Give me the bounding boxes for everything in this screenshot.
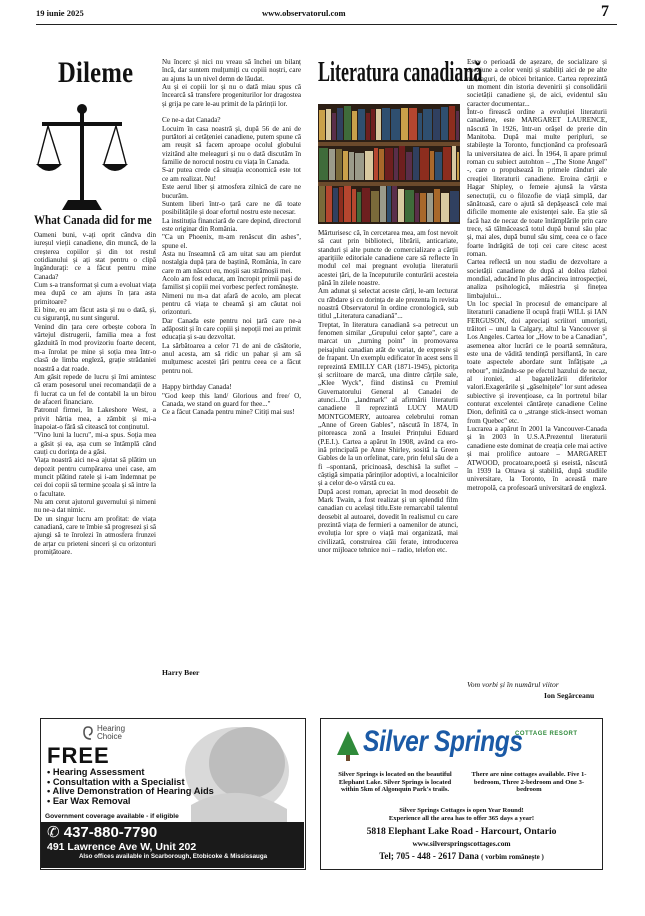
brand-line-1: Hearing — [97, 724, 126, 733]
book-spine — [371, 109, 375, 140]
book-spine — [433, 109, 440, 140]
paragraph: Patronul firmei, în Lakeshore West, a privit hârtia mea, a zâmbit și mi-a înapoiat-o fără să citească tot conținutul. — [34, 406, 156, 431]
book-spine — [415, 193, 419, 222]
book-spine — [430, 151, 434, 180]
paragraph: Au și ei copiii lor și nu o dată miau spus că încearcă să transfere progeniturilor lor dragostea și grija pe care le-au primit de la părinții lor. — [162, 83, 301, 108]
book-spine — [409, 108, 417, 140]
paragraph: Mărturisesc că, în cercetarea mea, am fost nevoit să caut prin biblioteci, librării, anticariate, standuri și alte puncte de comercializare a cărții aparițiile editoriale canadiene care să reflecte în modul cel mai pregnant evoluția literaturii acestei țări, de la începuturile conturării acesteia până în zilele noastre. — [318, 229, 458, 288]
literatura-author: Ion Segărceanu — [544, 691, 595, 700]
paragraph: Un loc special în procesul de emancipare al literaturii canadiene îl ocupă frații WILL și IAN FERGUSON, doi apreciați scriitori umoriști, trăitori – unul la Calgary, altul la Vancouver și Los Angeles. Cartea lor „How to be a Canadian", asemenea altor lucrări ce le poartă semnătura, este una de vădită tendință persiflantă, în care toate aspectele abordate sunt înfățișate „a rebour", mizându-se pe efectul hazului de necaz, al ironiei, al bagatelizării diferitelor valori.Exagerările și „găselnițele" lor sunt adesea subiective și irevențioase, ca în portretul bilar conturat excelentei cântărețe canadiene Celine Dion, definită ca o „strange stick-insect woman from Quebec" etc. — [467, 299, 607, 425]
paragraph: Oameni buni, v-ați oprit cândva din iureșul vieții canadiene, din muncă, de la creșterea copiilor și din tot restul cotidianului și ați stat pentru o clipă îngânduraţi: ce a făcut pentru mine Canada? — [34, 231, 156, 281]
paragraph: La instituția financiară de care depind, directorul este originar din România. — [162, 216, 301, 233]
book-spine — [398, 189, 404, 222]
paragraph: Locuim în casa noastră și, după 56 de ani de purtători ai cetățeniei canadiene, putem spune că am reușit să facem aproape ocolul globului vizitând alte meleaguri și nu o dată discutăm în familie de norocul nostru cu viața în Canada. — [162, 124, 301, 167]
book-spine — [423, 109, 432, 140]
book-spine — [344, 106, 351, 140]
book-spine — [385, 148, 393, 180]
hearing-choice-ad[interactable] — [40, 718, 306, 870]
silver-springs-ad[interactable] — [320, 718, 603, 870]
paragraph: De un singur lucru am profitat: de viața canadiană, care te îmbie să progresezi și să ajungi să te înrolezi în atmosfera frunzei de arțar cu prieteni sinceri și cu orizonturi promițătoare. — [34, 514, 156, 557]
book-spine — [352, 189, 356, 222]
paragraph: Am adunat și selectat aceste cărți, le-am lecturat cu răbdare și cu dorința de ale prezenta în revista noastră Observatorul în ordine cronologică, sub titlul „Literatura canadiană"... — [318, 287, 458, 321]
book-spine — [365, 151, 373, 180]
paragraph: Ei bine, eu am făcut asta și nu o dată, și, cu siguranță, nu sunt singurul. — [34, 306, 156, 323]
hearing-choice-logo — [97, 725, 125, 741]
book-spine — [441, 193, 449, 222]
book-spine — [420, 148, 429, 180]
cottage-info: There are nine cottages available. Five 1-bedroom, Three 2-bedroom and One 3-bedroom — [471, 771, 587, 794]
service-item: • Ear Wax Removal — [47, 795, 131, 806]
page-number: 7 — [601, 3, 609, 20]
book-spine — [435, 152, 442, 180]
book-spine — [358, 109, 365, 140]
book-spine — [418, 113, 422, 140]
coverage-note: Government coverage available - if eligible — [45, 813, 179, 820]
paragraph: Cum s-a transformat și cum a evoluat viața mea după ce am ajuns în țara asta primitoare? — [34, 281, 156, 306]
paragraph: Este aerul liber și atmosfera zilnică de care ne bucurăm. — [162, 183, 301, 200]
resort-website[interactable]: www.silverspringscottages.com — [412, 839, 511, 848]
resort-phone-number: Tel; 705 - 448 - 2617 — [379, 851, 457, 861]
book-spine — [382, 108, 390, 140]
service-list — [47, 768, 237, 806]
paragraph: Nimeni nu m-a dat afară de acolo, am plecat pentru că viața te cheamă și am căutat noi orizonturi. — [162, 291, 301, 317]
book-spine — [405, 190, 414, 222]
dileme-column-2 — [162, 58, 301, 662]
ear-icon — [81, 725, 95, 741]
paragraph: Într-o firească ordine a evoluției literaturii canadiene, este MARGARET LAURENCE, născută în 1926, într-un orășel de prerie din Manitoba. După mai multe peripluri, se stabilește la Toronto, funcționând ca profesoară la universitatea de aici. În 1964, îi apare primul roman cu subiect autohton – „The Stone Angel" -, care o propulsează în primele rânduri ale creației literaturii canadiene. Eroina cărții e Hagar Shipley, o femeie ajunsă la vârsta senectuții, cu o filozofie de viață simplă, dar sănătoasă, care o ajută să depășească cele mai dificile momente ale existenței sale. Ea știe să facă haz de necaz de toate întâmplările prin care trece, să tălmăcească totul după bunul său plac și, mai ales, după bunul său simț, ceea ce o face foarte îndrăgită de toți cei care citesc acest roman. — [467, 108, 607, 258]
book-spine — [319, 110, 325, 140]
book-spine — [394, 148, 398, 180]
paragraph: Suntem liberi într-o țară care ne dă toate posibilitățile și doar efortul nostru este necesar. — [162, 199, 301, 217]
book-spine — [344, 186, 351, 222]
book-spine — [391, 109, 400, 140]
dileme-column-1 — [34, 231, 156, 709]
book-spine — [357, 192, 361, 222]
open-line-1: Silver Springs Cottages is open Year Round! — [399, 807, 524, 814]
book-spine — [380, 186, 386, 222]
book-spine — [329, 149, 335, 180]
issue-date: 19 iunie 2025 — [36, 8, 84, 18]
paragraph: Am găsit repede de lucru și îmi amintesc că eram posesorul unei recomandații de a fi lucrat ca un fel de contabil la un birou de afaceri financiare. — [34, 372, 156, 406]
paragraph: Venind din țara cere orbește cobora în vârtejul distrugerii, familia mea a fost găzduită în mod provizoriu foarte decent, m-a înrolat pe mine și soția mea într-o clasă de limba engleză, grație strădaniei noastră a dat roade. — [34, 322, 156, 373]
resort-address: 5818 Elephant Lake Road - Harcourt, Ontario — [366, 826, 557, 837]
book-spine — [374, 148, 378, 180]
book-spine — [427, 193, 433, 222]
clinic-address: 491 Lawrence Ave W, Unit 202 — [47, 841, 197, 853]
book-spine — [449, 106, 455, 140]
silver-springs-logo — [335, 723, 587, 765]
book-spine — [441, 107, 448, 140]
service-item: • Consultation with a Specialist — [47, 776, 185, 787]
phone-icon: ✆ — [47, 824, 64, 841]
literatura-column-1 — [318, 229, 458, 705]
paragraph: La sărbătoarea a celor 71 de ani de căsătorie, anul acesta, am să ridic un pahar și am să mulțumesc acestei țări pentru ceea ce a făcut pentru noi. — [162, 341, 301, 375]
book-spine — [452, 146, 456, 180]
header-rule — [36, 24, 617, 25]
book-spine — [336, 149, 342, 180]
dileme-subtitle: What Canada did for me — [34, 212, 152, 227]
other-offices: Also offices available in Scarborough, Etobicoke & Mississauga — [78, 853, 268, 860]
book-spine — [366, 113, 370, 140]
paragraph — [162, 375, 301, 383]
paragraph: Nu am cerut ajutorul guvernului și nimeni nu ne-a dat nimic. — [34, 498, 156, 515]
book-spine — [362, 188, 370, 222]
paragraph: Cartea reflectă un nou stadiu de dezvoltare a societății canadiene de după al doilea război mondial, aducând în plus adâncirea introspecției, analiza psihologică, măiestria și finețea limbajului... — [467, 258, 607, 300]
paragraph: "Ca un Phoenix, m-am renăscut din ashes", spune el. — [162, 233, 301, 250]
resort-language-note: ( vorbim românește ) — [481, 853, 544, 861]
book-spine — [434, 189, 440, 222]
location-info: Silver Springs is located on the beautiful Elephant Lake. Silver Springs is located within 5km of Algonquin Park's trails. — [338, 771, 452, 794]
site-url[interactable]: www.observatorul.com — [262, 8, 346, 18]
dileme-title: Dileme — [58, 56, 134, 89]
paragraph: "God keep this land/ Glorious and free/ O, Canada, we stand on guard for thee..." — [162, 391, 301, 409]
continued-note: Vom vorbi și în numărul viitor — [467, 680, 559, 689]
book-spine — [399, 146, 405, 180]
book-spine — [392, 186, 397, 222]
paragraph: Lucrarea a apărut în 2001 la Vancouver-Canada și în 2003 în U.S.A.Prezentul literaturii canadiene este dominat de creația cele mai active și mai prolifice autoare – MARGARET ATWOOD, procatoare,poetă și eseistă, născută în 1939 la Ottawa și stabilită, după studiile universitare, la Toronto, în această mare metropolă, ca profesoară universitară de engleză. — [467, 425, 607, 492]
paragraph: Dar Canada este pentru noi țară care ne-a adăpostit și în care copiii și nepoții mei au primit educația și s-au dezvoltat. — [162, 316, 301, 342]
book-spine — [352, 111, 357, 140]
service-item: • Alive Demonstration of Hearing Aids — [47, 786, 214, 797]
book-spine — [450, 191, 459, 222]
book-spine — [457, 152, 459, 180]
book-spine — [319, 186, 325, 222]
book-spine — [326, 186, 332, 222]
book-spine — [349, 152, 354, 180]
brand-line-2: Choice — [97, 732, 122, 741]
paragraph: "Vino luni la lucru", mi-a spus. Soția mea a găsit și ea, așa cum se întâmplă când cauți cu dorința de a găsi. — [34, 431, 156, 456]
open-year-round — [321, 807, 602, 823]
open-line-2: Experience all the area has to offer 365 days a year! — [388, 815, 535, 822]
page-header — [36, 4, 617, 26]
paragraph: S-ar putea crede că situația economică este tot ce am realizat. Nu! — [162, 166, 301, 183]
dileme-author: Harry Beer — [162, 668, 200, 677]
paragraph — [162, 108, 301, 116]
free-heading: FREE — [47, 743, 110, 768]
book-spine — [332, 113, 336, 140]
book-spine — [401, 108, 408, 140]
book-spine — [379, 149, 384, 180]
literatura-column-2 — [467, 58, 607, 678]
book-spine — [333, 188, 338, 222]
book-spine — [413, 147, 419, 180]
book-spine — [319, 148, 328, 180]
book-spine — [443, 147, 451, 180]
book-spine — [420, 193, 426, 222]
phone-text: 437-880-7790 — [63, 824, 158, 841]
paragraph: După acest roman, apreciat în mod deosebit de Mark Twain, a fost realizat și un splendid film canadian cu același titlu.Este remarcabil talentul deosebit al autoarei, dovedit în realismul cu care prezintă viața de fermieri a oamenilor de atunci, evoluția lor spre o viață mai organizată, mai civilizată, construirea căii ferate, introducerea unor mijloace tehnice noi – radio, telefon etc. — [318, 487, 458, 555]
pine-tree-icon — [335, 731, 361, 761]
logo-main-text: Silver Springs — [363, 725, 523, 758]
book-spine — [376, 109, 381, 140]
literatura-title: Literatura canadiană — [318, 56, 483, 88]
book-spine — [339, 187, 343, 222]
book-spine — [387, 186, 391, 222]
paragraph: Nu încerc și nici nu vreau să închei un bilanț încă, dar suntem mulțumiți cu copiii noștri, care au ajuns la un nivel demn de lăudat. — [162, 58, 301, 83]
scales-of-justice-icon — [34, 102, 130, 214]
book-spine — [371, 191, 379, 222]
book-spine — [343, 151, 348, 180]
logo-sub-text: COTTAGE RESORT — [515, 731, 578, 737]
paragraph: Ce ne-a dat Canada? — [162, 116, 221, 125]
resort-phone[interactable] — [321, 851, 602, 861]
book-spine — [355, 153, 364, 180]
resort-contact: Dana — [458, 851, 479, 861]
paragraph: Happy birthday Canada! — [162, 383, 232, 392]
paragraph: Acolo am fost educat, am încropit primii pași de familist și copiii mei vorbesc perfect românește. — [162, 274, 301, 292]
service-item: • Hearing Assessment — [47, 767, 145, 777]
phone-number[interactable] — [47, 823, 157, 841]
paragraph: Viața noastră aici ne-a ajutat să plătim un depozit pentru cumpărarea unei case, am muncit plătind ratele și i-am îndemnat pe cei doi copii să termine școala și să intre la o facultate. — [34, 456, 156, 498]
paragraph: Ce a făcut Canada pentru mine? Citiți mai sus! — [162, 408, 295, 417]
paragraph: Asta nu înseamnă că am uitat sau am pierdut nostalgia după țara de baștină, România, în care care m am născut eu, moșii sau strămoșii mei. — [162, 249, 301, 275]
paragraph: Treptat, în literatura canadiană s-a petrecut un fenomen similar „Grupului celor șapte", care a marcat un „turning point" in promovarea peisajului canadian atât de variat, de expresiv și de frapant. Un exemplu edificator în acest sens îl reprezintă EMILLY CAR (1871-1945), pictorița și scriitoare de marcă, una dintre cărțile sale, „Klee Wyck", fiind distinsă cu Premiul Guvernatorului General al Canadei de atunci...Un „landmark" al afirmării literaturii canadiene îl reprezintă LUCY MAUD MONTGOMERY, autoarea celebrului roman „Anne of Green Gables", născută în 1874, în pitoreasca zonă a Insulei Prințului Eduard (P.E.I.). Cartea a apărut în 1908, având ca ero-ină principală pe Anne Shirley, sosită la Green Gables de la un orfelinat, care, prin felul său de a fi –spontană, pricinoasă, deschisă la suflet – câștigă simpatia părinților adoptivi, a localnicilor și a celor de-o vârstă cu ea. — [318, 320, 458, 488]
paragraph: Este o perioadă de așezare, de socializare și coeziune a celor veniți și stabiliți aici de pe alte meleaguri, de obicei britanice. Cartea reprezintă un moment din istoria devenirii și consolidării societății canadiene și, de aici, evidentul său caracter documentar... — [467, 58, 607, 108]
bookshelf-photo — [318, 104, 460, 224]
book-spine — [456, 111, 459, 140]
book-spine — [406, 152, 412, 180]
book-spine — [326, 109, 331, 140]
book-spine — [337, 108, 343, 140]
